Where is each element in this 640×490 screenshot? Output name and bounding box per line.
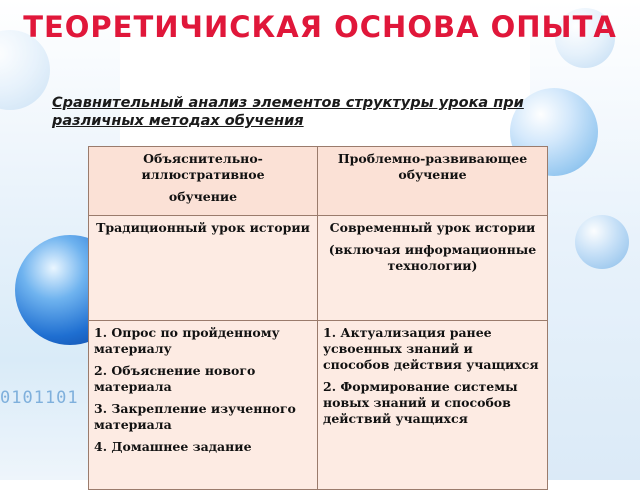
decor-sphere <box>575 215 629 269</box>
table-cell-steps-left <box>89 321 318 490</box>
method-left-line1: Объяснительно-иллюстративное <box>141 151 265 182</box>
slide-title: ТЕОРЕТИЧИСКАЯ ОСНОВА ОПЫТА <box>23 10 617 44</box>
comparison-table <box>88 146 548 490</box>
table-cell-steps-right <box>318 321 548 490</box>
table-cell-method-left <box>89 147 318 216</box>
table-cell-lesson-left <box>89 216 318 321</box>
lesson-right-line1: Современный урок истории <box>329 220 536 235</box>
list-item: 1. Опрос по пройденному материалу <box>94 325 280 356</box>
list-item: 1. Актуализация ранее усвоенных знаний и способов действия учащихся <box>323 325 539 372</box>
slide-subtitle: Сравнительный анализ элементов структуры урока при различных методах обучения <box>52 95 524 129</box>
method-left-line2: обучение <box>168 189 238 204</box>
table-row <box>89 321 548 490</box>
table-cell-method-right <box>318 147 548 216</box>
list-item: 2. Формирование системы новых знаний и способов действий учащихся <box>323 379 518 426</box>
method-right: Проблемно-развивающее обучение <box>337 151 528 182</box>
table-row <box>89 147 548 216</box>
list-item: 2. Объяснение нового материала <box>94 363 256 394</box>
lesson-left: Традиционный урок истории <box>96 220 310 235</box>
table-cell-lesson-right <box>318 216 548 321</box>
table-row <box>89 216 548 321</box>
lesson-right-line2: (включая информационные технологии) <box>328 242 537 273</box>
list-item: 4. Домашнее задание <box>94 439 252 454</box>
decor-binary-text: 0101101 <box>0 388 79 408</box>
list-item: 3. Закрепление изученного материала <box>94 401 296 432</box>
